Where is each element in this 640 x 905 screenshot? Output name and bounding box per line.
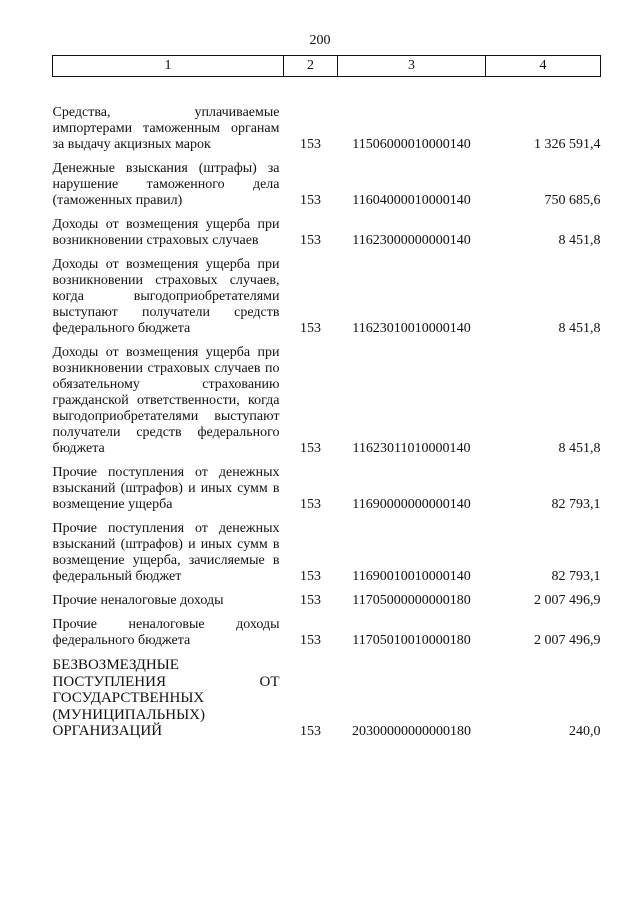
table-row	[53, 161, 601, 209]
column-header-amount: 4	[486, 56, 601, 77]
row-admin-code: 153	[300, 321, 321, 336]
revenue-table	[52, 55, 601, 740]
row-amount: 750 685,6	[544, 193, 601, 208]
row-spacer	[53, 609, 601, 617]
row-budget-code: 11690000000000140	[352, 497, 471, 512]
row-budget-code: 11705010010000180	[352, 633, 471, 648]
row-budget-code: 20300000000000180	[352, 723, 471, 739]
row-budget-code: 11705000000000180	[352, 593, 471, 608]
row-name: Доходы от возмещения ущерба при возникновении страховых случаев	[52, 217, 280, 248]
row-budget-code: 11506000010000140	[352, 137, 471, 152]
row-name: Доходы от возмещения ущерба при возникновении страховых случаев по обязательному страхованию гражданской ответственности, когда выгодоприобретателями выступают получатели средств федерального бюджета	[52, 345, 280, 456]
row-admin-code: 153	[300, 723, 321, 739]
table-row	[53, 617, 601, 649]
row-amount: 2 007 496,9	[534, 633, 601, 648]
row-budget-code: 11690010010000140	[352, 569, 471, 584]
row-name: Прочие неналоговые доходы федерального бюджета	[52, 617, 280, 648]
row-amount: 1 326 591,4	[534, 137, 601, 152]
row-budget-code: 11623011010000140	[352, 441, 471, 456]
table-row	[53, 657, 601, 740]
row-admin-code: 153	[300, 441, 321, 456]
row-spacer	[53, 153, 601, 161]
row-amount: 8 451,8	[558, 441, 601, 456]
row-name: Прочие поступления от денежных взысканий (штрафов) и иных сумм в возмещение ущерба	[52, 465, 280, 512]
table-row	[53, 217, 601, 249]
row-spacer	[53, 209, 601, 217]
row-amount: 2 007 496,9	[534, 593, 601, 608]
table-row	[53, 465, 601, 513]
column-header-code: 3	[338, 56, 486, 77]
row-admin-code: 153	[300, 569, 321, 584]
table-row	[53, 257, 601, 337]
row-amount: 8 451,8	[558, 233, 601, 248]
row-admin-code: 153	[300, 193, 321, 208]
row-amount: 240,0	[569, 723, 601, 739]
row-admin-code: 153	[300, 233, 321, 248]
row-spacer	[53, 513, 601, 521]
page-number: 200	[309, 33, 331, 48]
row-spacer	[53, 457, 601, 465]
row-name: Прочие неналоговые доходы	[52, 593, 224, 608]
row-amount: 8 451,8	[558, 321, 601, 336]
row-amount: 82 793,1	[551, 569, 601, 584]
row-admin-code: 153	[300, 633, 321, 648]
row-spacer	[53, 337, 601, 345]
row-admin-code: 153	[300, 497, 321, 512]
row-name: Средства, уплачиваемые импортерами таможенным органам за выдачу акцизных марок	[52, 105, 280, 152]
row-spacer	[53, 249, 601, 257]
row-name: Доходы от возмещения ущерба при возникновении страховых случаев, когда выгодоприобретателями выступают получатели средств федерального бюджета	[52, 257, 280, 336]
table-header-row	[53, 56, 601, 77]
row-admin-code: 153	[300, 593, 321, 608]
row-budget-code: 11623010010000140	[352, 321, 471, 336]
table-row	[53, 77, 601, 154]
row-name: Прочие поступления от денежных взысканий (штрафов) и иных сумм в возмещение ущерба, зачисляемые в федеральный бюджет	[52, 521, 280, 584]
row-name: Денежные взыскания (штрафы) за нарушение таможенного дела (таможенных правил)	[52, 161, 280, 208]
table-row	[53, 593, 601, 609]
row-budget-code: 11623000000000140	[352, 233, 471, 248]
row-admin-code: 153	[300, 137, 321, 152]
table-row	[53, 521, 601, 585]
column-header-name: 1	[53, 56, 284, 77]
row-amount: 82 793,1	[551, 497, 601, 512]
column-header-admin: 2	[284, 56, 338, 77]
row-budget-code: 11604000010000140	[352, 193, 471, 208]
row-spacer	[53, 649, 601, 657]
table-row	[53, 345, 601, 457]
row-spacer	[53, 585, 601, 593]
row-name: БЕЗВОЗМЕЗДНЫЕ ПОСТУПЛЕНИЯ ОТ ГОСУДАРСТВЕННЫХ (МУНИЦИПАЛЬНЫХ) ОРГАНИЗАЦИЙ	[52, 657, 280, 739]
